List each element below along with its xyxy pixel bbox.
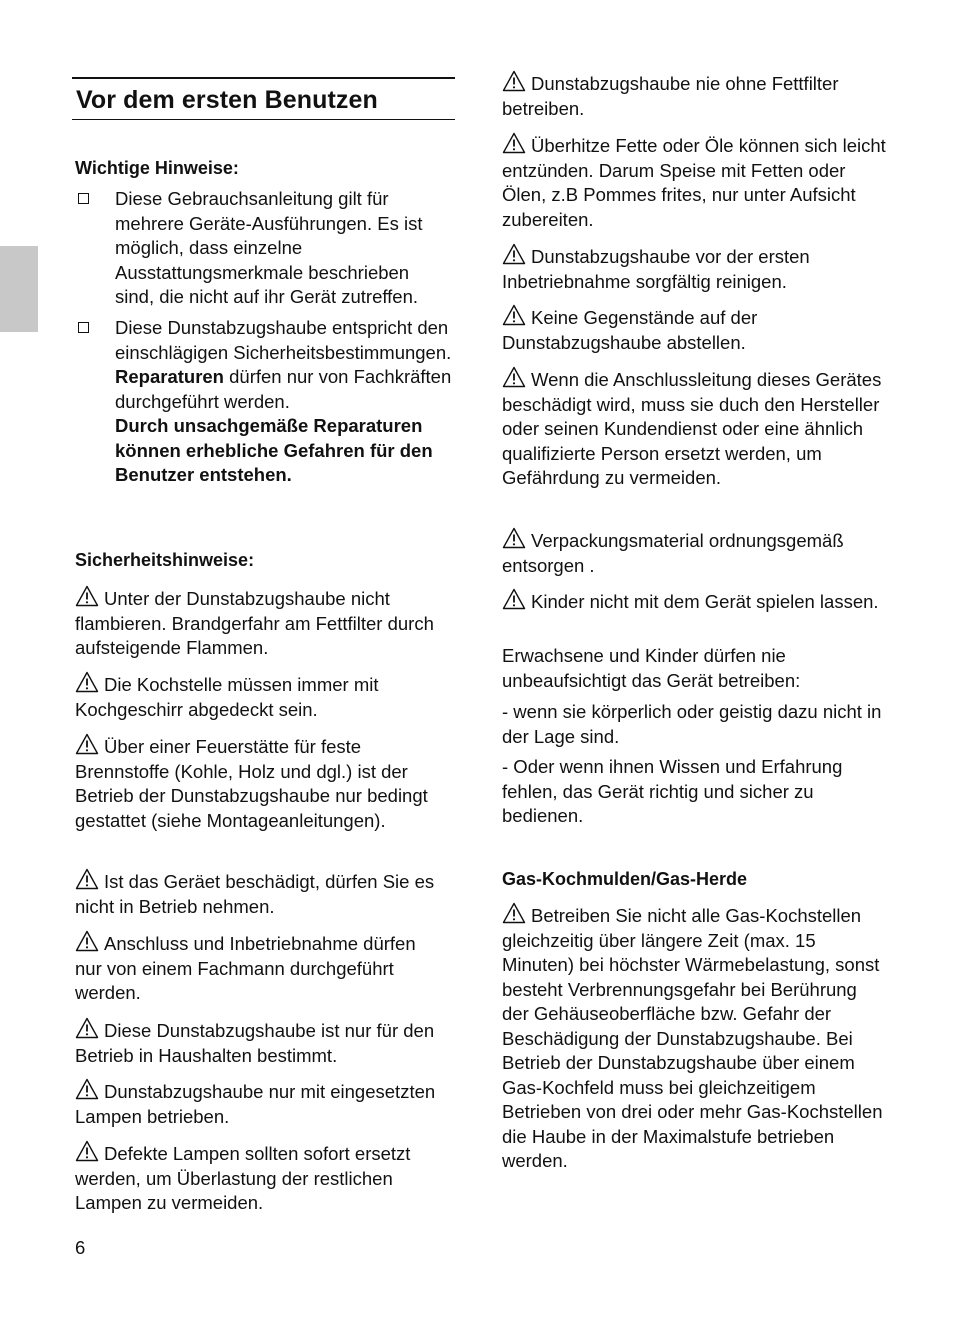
left-warning-8-text: Defekte Lampen sollten sofort ersetzt werden, um Überlastung der restlichen Lampen zu vermeiden. <box>75 1143 411 1213</box>
sicherheitshinweise-heading: Sicherheitshinweise: <box>75 550 255 570</box>
gas-warning <box>502 902 886 1174</box>
notice-bullet-2-text <box>115 316 452 488</box>
warning-triangle-icon <box>502 588 526 610</box>
checkbox-bullet-icon <box>78 193 89 204</box>
right-warning-4-text: Keine Gegenstände auf der Dunstabzugshaube abstellen. <box>502 307 758 353</box>
warning-triangle-icon <box>502 132 526 154</box>
left-warning-6-text: Diese Dunstabzugshaube ist nur für den Betrieb in Haushalten bestimmt. <box>75 1020 435 1066</box>
para-dash-1: - wenn sie körperlich oder geistig dazu nicht in der Lage sind. <box>502 701 882 747</box>
gas-warning-text: Betreiben Sie nicht alle Gas-Kochstellen gleichzeitig über längere Zeit (max. 15 Minuten) bei höchster Wärmebelastung, sonst besteht Verbrennungsgefahr bei Berührung der Gehäuseoberfläche bzw. Gefahr der Beschädigung der Dunstabzugshaube. Bei Betrieb der Dunstabzugshaube über einem Gas-Kochfeld muss bei gleichzeitigem Betrieben von drei oder mehr Gas-Kochstellen die Haube in der Maximalstufe betrieben werden. <box>502 905 883 1171</box>
warning-triangle-icon <box>75 1078 99 1100</box>
right-warning-7 <box>502 588 886 615</box>
warning-triangle-icon <box>75 1140 99 1162</box>
right-warning-2-text: Überhitze Fette oder Öle können sich leicht entzünden. Darum Speise mit Fetten oder Ölen, z.B Pommes frites, nur unter Aufsicht zubereiten. <box>502 135 886 230</box>
warning-triangle-icon <box>502 366 526 388</box>
warning-triangle-icon <box>502 304 526 326</box>
checkbox-bullet-icon <box>78 322 89 333</box>
left-warning-8 <box>75 1140 447 1216</box>
page-title-block <box>72 77 455 120</box>
left-warning-1-text: Unter der Dunstabzugshaube nicht flambieren. Brandgerfahr am Fettfilter durch aufsteigende Flammen. <box>75 588 434 658</box>
right-warning-4 <box>502 304 886 355</box>
left-warning-4 <box>75 868 447 919</box>
left-warning-3 <box>75 733 447 833</box>
left-warning-5-text: Anschluss und Inbetriebnahme dürfen nur von einem Fachmann durchgeführt werden. <box>75 933 416 1003</box>
para-dash-2: - Oder wenn ihnen Wissen und Erfahrung fehlen, das Gerät richtig und sicher zu bedienen. <box>502 756 843 826</box>
warning-triangle-icon <box>75 868 99 890</box>
notice-bullet-2-plain: Diese Dunstabzugshaube entspricht den einschlägigen Sicherheitsbestimmungen. <box>115 317 452 363</box>
page-title: Vor dem ersten Benutzen <box>76 86 378 114</box>
left-warning-5 <box>75 930 447 1006</box>
right-warning-1-text: Dunstabzugshaube nie ohne Fettfilter betreiben. <box>502 73 839 119</box>
right-warning-7-text: Kinder nicht mit dem Gerät spielen lassen. <box>531 591 879 612</box>
right-warning-5 <box>502 366 886 491</box>
right-warning-2 <box>502 132 886 232</box>
warning-triangle-icon <box>75 733 99 755</box>
warning-triangle-icon <box>502 70 526 92</box>
warning-triangle-icon <box>502 243 526 265</box>
warning-triangle-icon <box>75 1017 99 1039</box>
notice-bullet-1 <box>72 187 452 310</box>
warning-triangle-icon <box>75 930 99 952</box>
warning-triangle-icon <box>75 585 99 607</box>
warning-triangle-icon <box>75 671 99 693</box>
right-warning-5-text: Wenn die Anschlussleitung dieses Gerätes beschädigt wird, muss sie duch den Hersteller oder seinen Kundendienst oder eine ähnlich qualifizierte Person ersetzt werden, um Gefährdung zu vermeiden. <box>502 369 882 488</box>
right-warning-6-text: Verpackungsmaterial ordnungsgemäß entsorgen . <box>502 530 844 576</box>
right-warning-6 <box>502 527 886 578</box>
warning-triangle-icon <box>502 902 526 924</box>
right-warning-3-text: Dunstabzugshaube vor der ersten Inbetriebnahme sorgfältig reinigen. <box>502 246 810 292</box>
left-warning-7-text: Dunstabzugshaube nur mit eingesetzten Lampen betrieben. <box>75 1081 436 1127</box>
left-warning-1 <box>75 585 447 661</box>
left-warning-7 <box>75 1078 447 1129</box>
left-warning-4-text: Ist das Geräet beschädigt, dürfen Sie es nicht in Betrieb nehmen. <box>75 871 435 917</box>
gas-kochmulden-heading: Gas-Kochmulden/Gas-Herde <box>502 869 748 889</box>
left-warning-2-text: Die Kochstelle müssen immer mit Kochgeschirr abgedeckt sein. <box>75 674 379 720</box>
notice-bullet-2-after-bold: dürfen nur von Fachkräften durchgeführt werden. <box>115 366 452 412</box>
wichtige-hinweise-heading: Wichtige Hinweise: <box>75 158 239 178</box>
notice-bullet-2-bold-word: Reparaturen <box>115 366 224 387</box>
left-warning-3-text: Über einer Feuerstätte für feste Brennstoffe (Kohle, Holz und dgl.) ist der Betrieb der Dunstabzugshaube nur bedingt gestattet (siehe Montageanleitungen). <box>75 736 428 831</box>
notice-bullet-2-bold-end: Durch unsachgemäße Reparaturen können erhebliche Gefahren für den Benutzer entstehen. <box>115 415 433 485</box>
right-warning-1 <box>502 70 886 121</box>
notice-bullet-2 <box>72 316 452 488</box>
page-number: 6 <box>75 1237 86 1258</box>
para-erwachsene: Erwachsene und Kinder dürfen nie unbeaufsichtigt das Gerät betreiben: <box>502 645 801 691</box>
left-warning-6 <box>75 1017 447 1068</box>
notice-bullet-1-text: Diese Gebrauchsanleitung gilt für mehrere Geräte-Ausführungen. Es ist möglich, dass einzelne Ausstattungsmerkmale beschrieben sind, die nicht auf ihr Gerät zutreffen. <box>115 188 423 307</box>
chapter-tab-marker <box>0 246 38 332</box>
warning-triangle-icon <box>502 527 526 549</box>
right-warning-3 <box>502 243 886 294</box>
left-warning-2 <box>75 671 447 722</box>
